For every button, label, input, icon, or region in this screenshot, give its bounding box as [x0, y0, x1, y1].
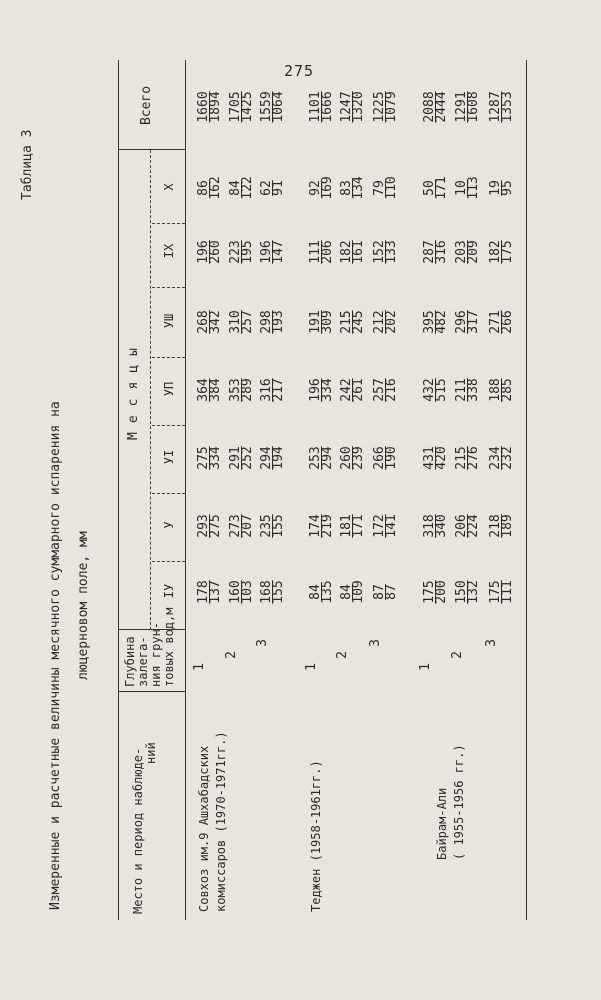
calculated-value: 515: [434, 378, 449, 402]
calculated-value: 316: [434, 240, 449, 264]
measured-value: 160: [228, 580, 243, 604]
place-label-line: Байрам-Али: [435, 787, 449, 860]
calculated-value: 137: [208, 580, 223, 604]
calculated-value: 232: [500, 446, 515, 470]
measured-value: 271: [488, 310, 503, 334]
calculated-value: 134: [351, 176, 366, 200]
calculated-value: 193: [271, 310, 286, 334]
measured-value: 296: [454, 310, 469, 334]
depth-value: 1: [418, 663, 433, 671]
measured-value: 260: [339, 446, 354, 470]
calculated-value: 95: [500, 180, 515, 196]
place-label-line: комиссаров (1970-1971гг.): [214, 731, 228, 912]
value-cell: [310, 158, 334, 218]
measured-value: 2088: [422, 91, 437, 123]
value-cell: [424, 360, 448, 420]
value-cell: [374, 158, 398, 218]
value-cell: [261, 496, 285, 556]
value-cell: [230, 222, 254, 282]
measured-value: 62: [259, 180, 274, 196]
calculated-value: 171: [434, 176, 449, 200]
calculated-value: 113: [466, 176, 481, 200]
calculated-value: 239: [351, 446, 366, 470]
value-cell: [456, 158, 480, 218]
measured-value: 291: [228, 446, 243, 470]
header-place-line: ний: [144, 742, 158, 764]
month-header: У: [162, 521, 176, 529]
value-cell: [456, 360, 480, 420]
month-header: IУ: [162, 583, 176, 599]
calculated-value: 155: [271, 580, 286, 604]
value-cell: [374, 292, 398, 352]
calculated-value: 122: [240, 176, 255, 200]
measured-value: 182: [339, 240, 354, 264]
calculated-value: 294: [320, 446, 335, 470]
value-cell: [341, 496, 365, 556]
calculated-value: 1425: [240, 91, 255, 123]
measured-value: 1559: [259, 91, 274, 123]
place-label: [196, 731, 230, 912]
calculated-value: 340: [434, 514, 449, 538]
depth-value: 3: [255, 639, 270, 647]
measured-value: 84: [339, 584, 354, 600]
table-header-rule: [185, 60, 186, 920]
value-cell: [490, 496, 514, 556]
header-depth-line: Глубина: [123, 636, 137, 687]
calculated-value: 384: [208, 378, 223, 402]
value-cell: [374, 77, 398, 137]
value-cell: [456, 222, 480, 282]
calculated-value: 266: [500, 310, 515, 334]
value-cell: [198, 222, 222, 282]
calculated-value: 155: [271, 514, 286, 538]
value-cell: [261, 222, 285, 282]
value-cell: [310, 292, 334, 352]
month-header: УШ: [162, 313, 176, 329]
value-cell: [341, 158, 365, 218]
calculated-value: 1064: [271, 91, 286, 123]
value-cell: [456, 77, 480, 137]
measured-value: 79: [372, 180, 387, 196]
measured-value: 218: [488, 514, 503, 538]
value-cell: [198, 158, 222, 218]
depth-value: 2: [335, 651, 350, 659]
measured-value: 174: [308, 514, 323, 538]
month-divider: [152, 357, 185, 358]
measured-value: 1247: [339, 91, 354, 123]
calculated-value: 275: [208, 514, 223, 538]
value-cell: [198, 360, 222, 420]
value-cell: [374, 428, 398, 488]
depth-value: 2: [450, 651, 465, 659]
measured-value: 234: [488, 446, 503, 470]
header-depth-line: залега-: [136, 636, 150, 687]
calculated-value: 135: [320, 580, 335, 604]
value-cell: [310, 77, 334, 137]
calculated-value: 1894: [208, 91, 223, 123]
calculated-value: 338: [466, 378, 481, 402]
depth-value: 1: [304, 663, 319, 671]
measured-value: 92: [308, 180, 323, 196]
value-cell: [424, 428, 448, 488]
header-depth-line: ния грун-: [149, 621, 163, 687]
value-cell: [374, 562, 398, 622]
value-cell: [341, 428, 365, 488]
measured-value: 215: [339, 310, 354, 334]
measured-value: 364: [196, 378, 211, 402]
measured-value: 212: [372, 310, 387, 334]
measured-value: 152: [372, 240, 387, 264]
calculated-value: 195: [240, 240, 255, 264]
measured-value: 111: [308, 240, 323, 264]
place-label: [434, 744, 468, 860]
calculated-value: 1320: [351, 91, 366, 123]
value-cell: [230, 360, 254, 420]
value-cell: [310, 562, 334, 622]
month-header: IХ: [162, 243, 176, 259]
measured-value: 178: [196, 580, 211, 604]
depth-value: 3: [368, 639, 383, 647]
calculated-value: 169: [320, 176, 335, 200]
value-cell: [456, 428, 480, 488]
calculated-value: 216: [384, 378, 399, 402]
header-place-line: Место и период наблюде-: [131, 747, 145, 914]
calculated-value: 1079: [384, 91, 399, 123]
calculated-value: 219: [320, 514, 335, 538]
calculated-value: 317: [466, 310, 481, 334]
calculated-value: 252: [240, 446, 255, 470]
month-header: УП: [162, 381, 176, 397]
value-cell: [230, 77, 254, 137]
value-cell: [341, 360, 365, 420]
value-cell: [424, 496, 448, 556]
value-cell: [424, 77, 448, 137]
measured-value: 191: [308, 310, 323, 334]
value-cell: [230, 158, 254, 218]
value-cell: [374, 222, 398, 282]
calculated-value: 206: [320, 240, 335, 264]
value-cell: [456, 562, 480, 622]
value-cell: [374, 496, 398, 556]
month-header: Х: [162, 183, 176, 191]
calculated-value: 482: [434, 310, 449, 334]
value-cell: [261, 158, 285, 218]
month-divider: [152, 493, 185, 494]
value-cell: [424, 292, 448, 352]
table-caption-line-2: люцерновом поле, мм: [76, 531, 91, 680]
measured-value: 1660: [196, 91, 211, 123]
calculated-value: 334: [320, 378, 335, 402]
header-total: Всего: [139, 85, 154, 125]
calculated-value: 190: [384, 446, 399, 470]
month-divider: [152, 223, 185, 224]
measured-value: 182: [488, 240, 503, 264]
measured-value: 206: [454, 514, 469, 538]
measured-value: 273: [228, 514, 243, 538]
header-place: [132, 742, 158, 914]
measured-value: 235: [259, 514, 274, 538]
value-cell: [490, 562, 514, 622]
calculated-value: 420: [434, 446, 449, 470]
value-cell: [490, 77, 514, 137]
calculated-value: 209: [466, 240, 481, 264]
calculated-value: 224: [466, 514, 481, 538]
calculated-value: 109: [351, 580, 366, 604]
measured-value: 86: [196, 180, 211, 196]
calculated-value: 289: [240, 378, 255, 402]
calculated-value: 161: [351, 240, 366, 264]
measured-value: 1225: [372, 91, 387, 123]
value-cell: [310, 222, 334, 282]
calculated-value: 245: [351, 310, 366, 334]
calculated-value: 162: [208, 176, 223, 200]
measured-value: 253: [308, 446, 323, 470]
value-cell: [261, 360, 285, 420]
measured-value: 266: [372, 446, 387, 470]
table-label: Таблица 3: [20, 129, 35, 200]
calculated-value: 111: [500, 580, 515, 604]
measured-value: 10: [454, 180, 469, 196]
rotated-page-content: [20, 60, 540, 920]
calculated-value: 175: [500, 240, 515, 264]
month-header: УI: [162, 449, 176, 465]
measured-value: 196: [308, 378, 323, 402]
calculated-value: 103: [240, 580, 255, 604]
place-label-line: ( 1955-1956 гг.): [452, 744, 466, 860]
calculated-value: 334: [208, 446, 223, 470]
measured-value: 211: [454, 378, 469, 402]
calculated-value: 189: [500, 514, 515, 538]
calculated-value: 147: [271, 240, 286, 264]
measured-value: 188: [488, 378, 503, 402]
value-cell: [230, 562, 254, 622]
calculated-value: 141: [384, 514, 399, 538]
calculated-value: 132: [466, 580, 481, 604]
value-cell: [261, 292, 285, 352]
measured-value: 242: [339, 378, 354, 402]
value-cell: [456, 496, 480, 556]
month-divider: [152, 425, 185, 426]
calculated-value: 276: [466, 446, 481, 470]
measured-value: 268: [196, 310, 211, 334]
depth-value: 1: [192, 663, 207, 671]
calculated-value: 200: [434, 580, 449, 604]
value-cell: [341, 562, 365, 622]
value-cell: [198, 292, 222, 352]
place-label-line: Теджен (1958-1961гг.): [309, 760, 323, 912]
value-cell: [490, 428, 514, 488]
value-cell: [490, 222, 514, 282]
place-label: [308, 760, 325, 912]
months-subrule: [150, 150, 151, 630]
calculated-value: 309: [320, 310, 335, 334]
calculated-value: 171: [351, 514, 366, 538]
measured-value: 196: [196, 240, 211, 264]
value-cell: [198, 496, 222, 556]
measured-value: 353: [228, 378, 243, 402]
value-cell: [310, 428, 334, 488]
measured-value: 215: [454, 446, 469, 470]
measured-value: 181: [339, 514, 354, 538]
header-divider: [118, 691, 185, 692]
calculated-value: 87: [384, 584, 399, 600]
measured-value: 84: [308, 584, 323, 600]
calculated-value: 202: [384, 310, 399, 334]
calculated-value: 1353: [500, 91, 515, 123]
measured-value: 196: [259, 240, 274, 264]
measured-value: 318: [422, 514, 437, 538]
measured-value: 316: [259, 378, 274, 402]
calculated-value: 1666: [320, 91, 335, 123]
value-cell: [310, 360, 334, 420]
calculated-value: 2444: [434, 91, 449, 123]
calculated-value: 1608: [466, 91, 481, 123]
measured-value: 298: [259, 310, 274, 334]
calculated-value: 194: [271, 446, 286, 470]
value-cell: [374, 360, 398, 420]
measured-value: 293: [196, 514, 211, 538]
measured-value: 87: [372, 584, 387, 600]
measured-value: 294: [259, 446, 274, 470]
header-depth-line: товых вод,м: [162, 607, 176, 687]
calculated-value: 110: [384, 176, 399, 200]
place-label-line: Совхоз им.9 Ашхабадских: [197, 745, 211, 912]
evaporation-table: [118, 60, 528, 920]
table-top-rule: [118, 60, 119, 920]
table-caption-line-1: Измеренные и расчетные величины месячного суммарного испарения на: [48, 401, 63, 910]
header-divider: [118, 149, 185, 150]
measured-value: 1287: [488, 91, 503, 123]
month-divider: [152, 561, 185, 562]
measured-value: 432: [422, 378, 437, 402]
measured-value: 84: [228, 180, 243, 196]
depth-value: 3: [484, 639, 499, 647]
measured-value: 1101: [308, 91, 323, 123]
month-divider: [152, 287, 185, 288]
value-cell: [424, 562, 448, 622]
value-cell: [198, 562, 222, 622]
measured-value: 257: [372, 378, 387, 402]
measured-value: 1705: [228, 91, 243, 123]
calculated-value: 133: [384, 240, 399, 264]
value-cell: [341, 77, 365, 137]
table-bottom-rule: [526, 60, 527, 920]
measured-value: 1291: [454, 91, 469, 123]
measured-value: 168: [259, 580, 274, 604]
measured-value: 175: [422, 580, 437, 604]
value-cell: [490, 360, 514, 420]
value-cell: [230, 428, 254, 488]
measured-value: 431: [422, 446, 437, 470]
measured-value: 172: [372, 514, 387, 538]
measured-value: 275: [196, 446, 211, 470]
header-months-title: Месяцы: [126, 339, 141, 440]
measured-value: 395: [422, 310, 437, 334]
calculated-value: 91: [271, 180, 286, 196]
value-cell: [341, 292, 365, 352]
value-cell: [424, 158, 448, 218]
value-cell: [261, 428, 285, 488]
measured-value: 223: [228, 240, 243, 264]
value-cell: [490, 158, 514, 218]
calculated-value: 217: [271, 378, 286, 402]
value-cell: [261, 77, 285, 137]
value-cell: [424, 222, 448, 282]
measured-value: 50: [422, 180, 437, 196]
value-cell: [341, 222, 365, 282]
measured-value: 150: [454, 580, 469, 604]
value-cell: [456, 292, 480, 352]
calculated-value: 261: [351, 378, 366, 402]
depth-value: 2: [224, 651, 239, 659]
calculated-value: 260: [208, 240, 223, 264]
measured-value: 19: [488, 180, 503, 196]
calculated-value: 342: [208, 310, 223, 334]
value-cell: [230, 496, 254, 556]
calculated-value: 285: [500, 378, 515, 402]
page-number: 275: [284, 62, 315, 80]
value-cell: [261, 562, 285, 622]
value-cell: [230, 292, 254, 352]
measured-value: 175: [488, 580, 503, 604]
calculated-value: 257: [240, 310, 255, 334]
value-cell: [198, 77, 222, 137]
measured-value: 203: [454, 240, 469, 264]
calculated-value: 207: [240, 514, 255, 538]
measured-value: 310: [228, 310, 243, 334]
value-cell: [310, 496, 334, 556]
measured-value: 287: [422, 240, 437, 264]
value-cell: [198, 428, 222, 488]
measured-value: 83: [339, 180, 354, 196]
value-cell: [490, 292, 514, 352]
